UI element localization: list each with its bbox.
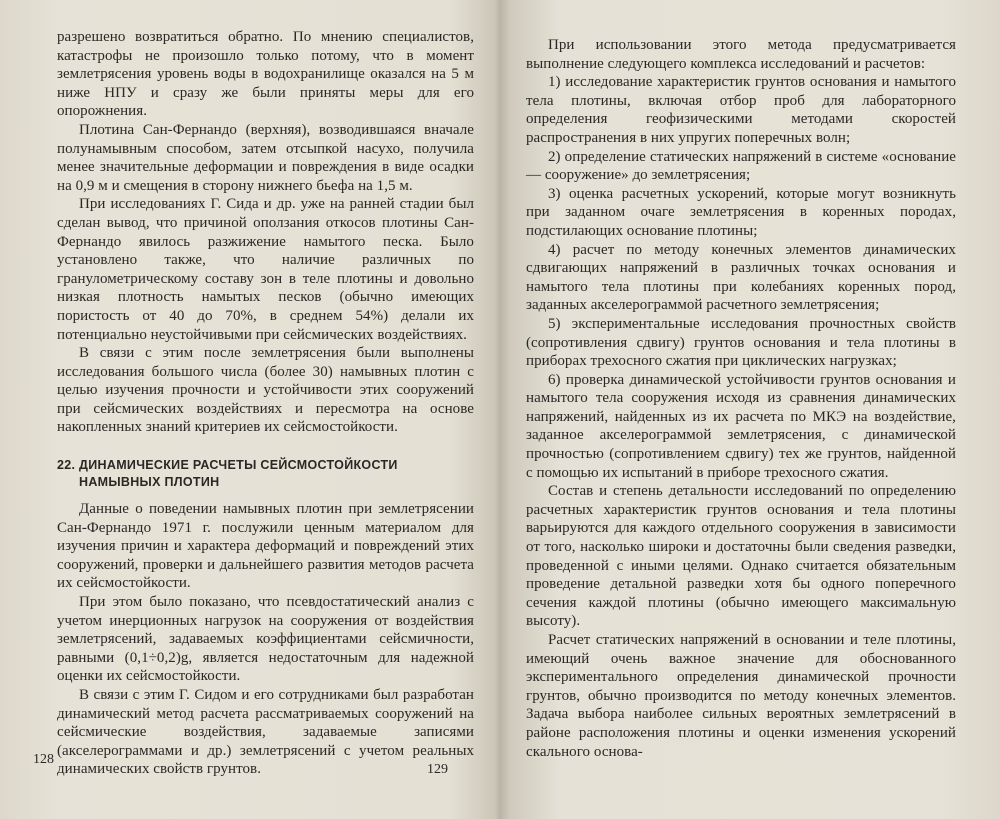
paragraph: В связи с этим Г. Сидом и его сотрудниками был разработан динамический метод расчета рассматриваемых сооружений на сейсмические воздействия, задаваемые записями (акселерограммами и др.) землетрясений с учетом реальных динамических свойств грунтов.: [57, 687, 474, 778]
paragraph: В связи с этим после землетрясения были выполнены исследования большого числа (более 30) намывных плотин с целью изучения прочности и устойчивости этих сооружений при сейсмических воздействиях и пересмотра на основе накопленных знаний критериев их сейсмостойкости.: [57, 345, 474, 436]
left-page-text: [57, 28, 474, 779]
right-page-text: [526, 36, 956, 761]
paragraph: Данные о поведении намывных плотин при землетрясении Сан-Фернандо 1971 г. послужили ценным материалом для изучения причин и характера деформаций и повреждений этих сооружений, проверки и дальнейшего развития методов расчета их сейсмостойкости.: [57, 501, 474, 592]
list-item: 1) исследование характеристик грунтов основания и намытого тела плотины, включая отбор проб для лабораторного определения геофизическими методами скоростей распространения в них упругих поперечных волн;: [526, 74, 956, 146]
section-heading: [57, 457, 474, 491]
list-item: 2) определение статических напряжений в системе «основание — сооружение» до землетрясения;: [526, 148, 956, 184]
list-item: 6) проверка динамической устойчивости грунтов основания и намытого тела сооружения исходя из сравнения динамических напряжений, найденных из их расчета по МКЭ на воздействие, заданное акселерограммой землетрясения, с динамической прочностью (сопротивлением сдвигу) тех же грунтов, найденной с помощью их испытаний в приборе трехосного сжатия.: [526, 371, 956, 481]
left-page: [0, 0, 498, 819]
section-heading-line1: 22. ДИНАМИЧЕСКИЕ РАСЧЕТЫ СЕЙСМОСТОЙКОСТИ: [57, 458, 398, 473]
paragraph: Расчет статических напряжений в основании и теле плотины, имеющий очень важное значение для обоснованного экспериментального определения динамической прочности грунтов, обычно производится по методу конечных элементов. Задача выбора наиболее сильных вероятных землетрясений в районе расположения плотины и оценки изменения ускорений скального основа-: [526, 632, 956, 760]
list-item: 3) оценка расчетных ускорений, которые могут возникнуть при заданном очаге землетрясения в коренных породах, подстилающих основание плотины;: [526, 185, 956, 239]
section-heading-line2: НАМЫВНЫХ ПЛОТИН: [79, 475, 220, 490]
list-item: 5) экспериментальные исследования прочностных свойств (сопротивления сдвигу) грунтов основания и тела плотины в приборах трехосного сжатия при циклических нагрузках;: [526, 315, 956, 370]
paragraph: При использовании этого метода предусматривается выполнение следующего комплекса исследований и расчетов:: [526, 37, 956, 72]
list-item: 4) расчет по методу конечных элементов динамических сдвигающих напряжений в различных точках основания и намытого тела плотины при колебаниях коренных пород, заданных акселерограммой расчетного землетрясения;: [526, 241, 956, 314]
page-number-right: 129: [427, 762, 448, 777]
paragraph: разрешено возвратиться обратно. По мнению специалистов, катастрофы не произошло только потому, что в момент землетрясения уровень воды в водохранилище оказался на 5 м ниже НПУ и сразу же были приняты меры для его опорожнения.: [57, 29, 474, 120]
paragraph: Состав и степень детальности исследований по определению расчетных характеристик грунтов основания и тела плотины варьируются для каждого отдельного сооружения в зависимости от того, насколько широки и достаточны были сведения разведки, проведенной с иными целями. Однако считается обязательным проведение детальной разведки хотя бы одного поперечного сечения каждой плотины (обычно имеющего максимальную высоту).: [526, 483, 956, 630]
page-number-left: 128: [33, 752, 54, 767]
right-page: [502, 0, 1000, 819]
paragraph: Плотина Сан-Фернандо (верхняя), возводившаяся вначале полунамывным способом, затем отсыпкой насухо, получила менее значительные деформации и повреждения в виде осадки на 0,9 м и смещения в сторону нижнего бьефа на 1,5 м.: [57, 121, 474, 194]
paragraph: При этом было показано, что псевдостатический анализ с учетом инерционных нагрузок на сооружения от воздействия землетрясений, задаваемых коэффициентами сейсмичности, равными (0,1÷0,2)g, является недостаточным для надежной оценки их сейсмостойкости.: [57, 594, 474, 685]
paragraph: При исследованиях Г. Сида и др. уже на ранней стадии был сделан вывод, что причиной оползания откосов плотины Сан-Фернандо явилось разжижение намытого песка. Было установлено также, что наличие различных по гранулометрическому составу зон в теле плотины и довольно низкая плотность намытых песков (обычно имеющих пористость от 40 до 70%, в среднем 54%) делали их потенциально неустойчивыми при сейсмических воздействиях.: [57, 196, 474, 343]
